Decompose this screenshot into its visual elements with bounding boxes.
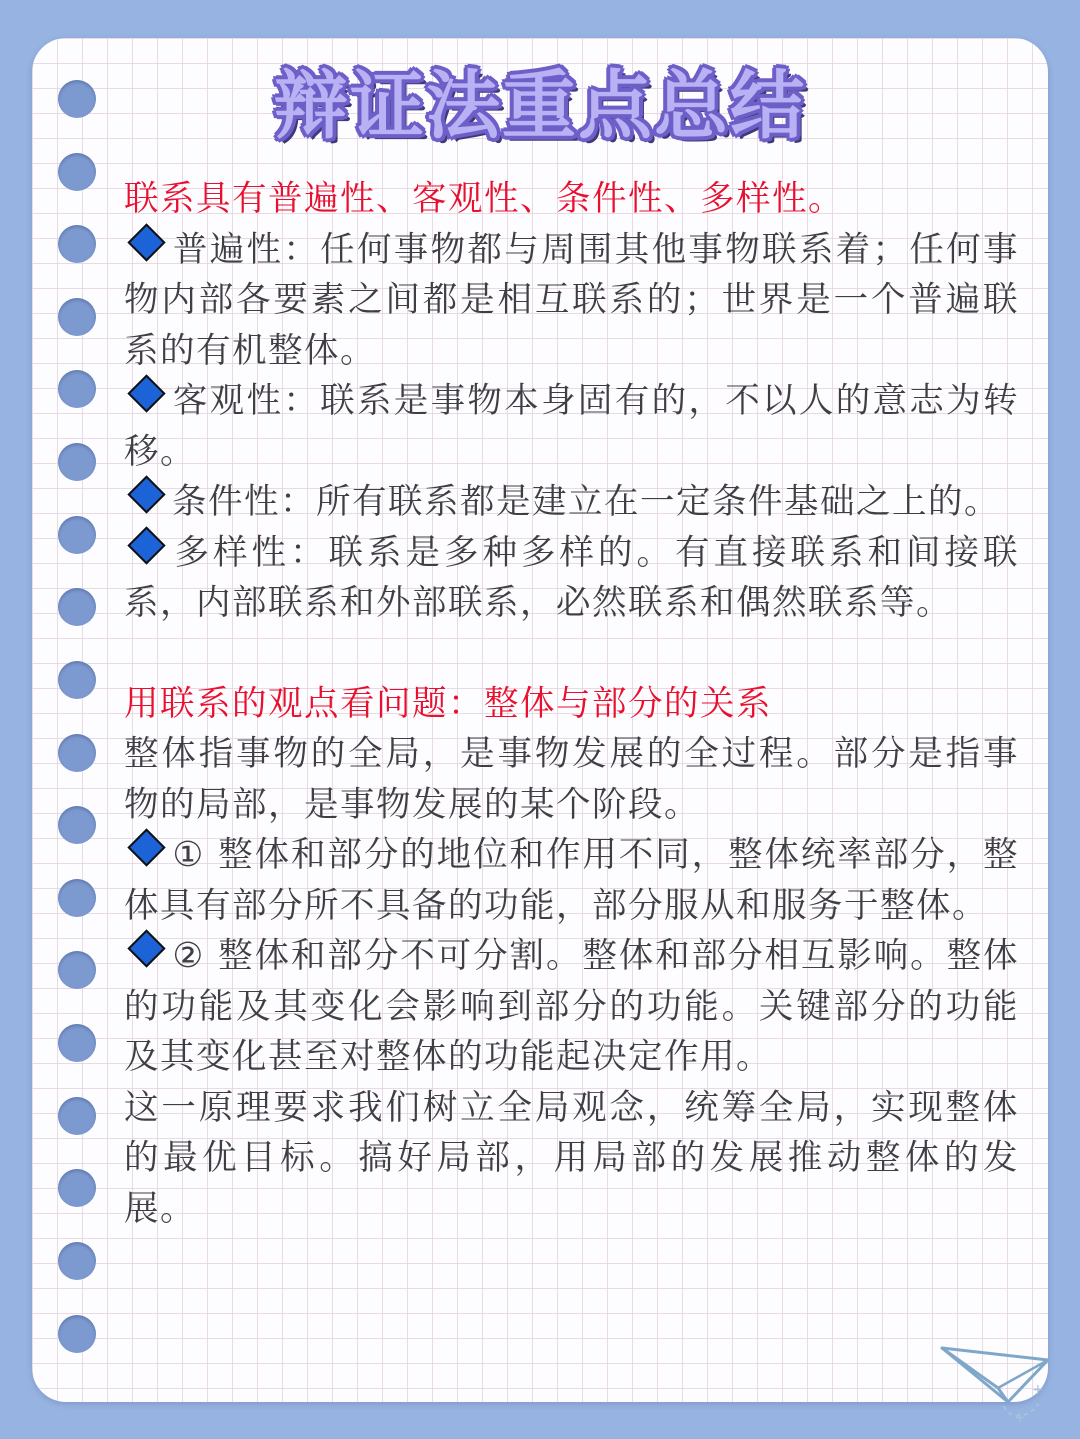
binder-hole <box>58 951 96 989</box>
diamond-bullet-icon <box>127 475 165 513</box>
diamond-bullet-icon <box>127 374 165 412</box>
bullet-item: 普遍性：任何事物都与周围其他事物联系着；任何事物内部各要素之间都是相互联系的；世界是一个普遍联系的有机整体。 <box>124 225 1019 377</box>
binder-hole <box>58 661 96 699</box>
binder-hole <box>58 370 96 408</box>
binder-hole <box>58 443 96 481</box>
section-spacer <box>124 629 1019 679</box>
binder-hole <box>58 225 96 263</box>
binder-hole <box>58 516 96 554</box>
binder-hole <box>58 806 96 844</box>
bullet-item: 客观性：联系是事物本身固有的，不以人的意志为转移。 <box>124 376 1019 477</box>
diamond-bullet-icon <box>127 828 165 866</box>
diamond-bullet-icon <box>127 223 165 261</box>
note-content <box>124 174 1019 1234</box>
page-title: 辩证法重点总结 <box>274 63 806 149</box>
section-heading: 联系具有普遍性、客观性、条件性、多样性。 <box>124 179 844 219</box>
bullet-item: 条件性：所有联系都是建立在一定条件基础之上的。 <box>124 477 1019 528</box>
diamond-bullet-icon <box>127 526 165 564</box>
binder-hole <box>58 1242 96 1280</box>
binder-hole <box>58 734 96 772</box>
binder-hole <box>58 588 96 626</box>
svg-text:+: + <box>1032 1382 1044 1398</box>
paragraph: 整体指事物的全局，是事物发展的全过程。部分是指事物的局部，是事物发展的某个阶段。 <box>124 734 1019 825</box>
svg-text:+: + <box>1014 1410 1026 1426</box>
binder-hole <box>58 153 96 191</box>
binder-hole <box>58 298 96 336</box>
binder-hole <box>58 1097 96 1135</box>
binder-hole <box>58 1169 96 1207</box>
bullet-item: ② 整体和部分不可分割。整体和部分相互影响。整体的功能及其变化会影响到部分的功能。关键部分的功能及其变化甚至对整体的功能起决定作用。 <box>124 931 1019 1083</box>
binder-hole <box>58 879 96 917</box>
bullet-item: ① 整体和部分的地位和作用不同，整体统率部分，整体具有部分所不具备的功能，部分服从和服务于整体。 <box>124 830 1019 931</box>
paper-plane-icon <box>938 1340 1056 1430</box>
paragraph: 这一原理要求我们树立全局观念，统筹全局，实现整体的最优目标。搞好局部，用局部的发展推动整体的发展。 <box>124 1087 1019 1229</box>
binder-hole <box>58 1315 96 1353</box>
binder-hole <box>58 1024 96 1062</box>
bullet-item: 多样性：联系是多种多样的。有直接联系和间接联系，内部联系和外部联系，必然联系和偶然联系等。 <box>124 528 1019 629</box>
section-heading: 用联系的观点看问题：整体与部分的关系 <box>124 683 772 724</box>
diamond-bullet-icon <box>127 929 165 967</box>
